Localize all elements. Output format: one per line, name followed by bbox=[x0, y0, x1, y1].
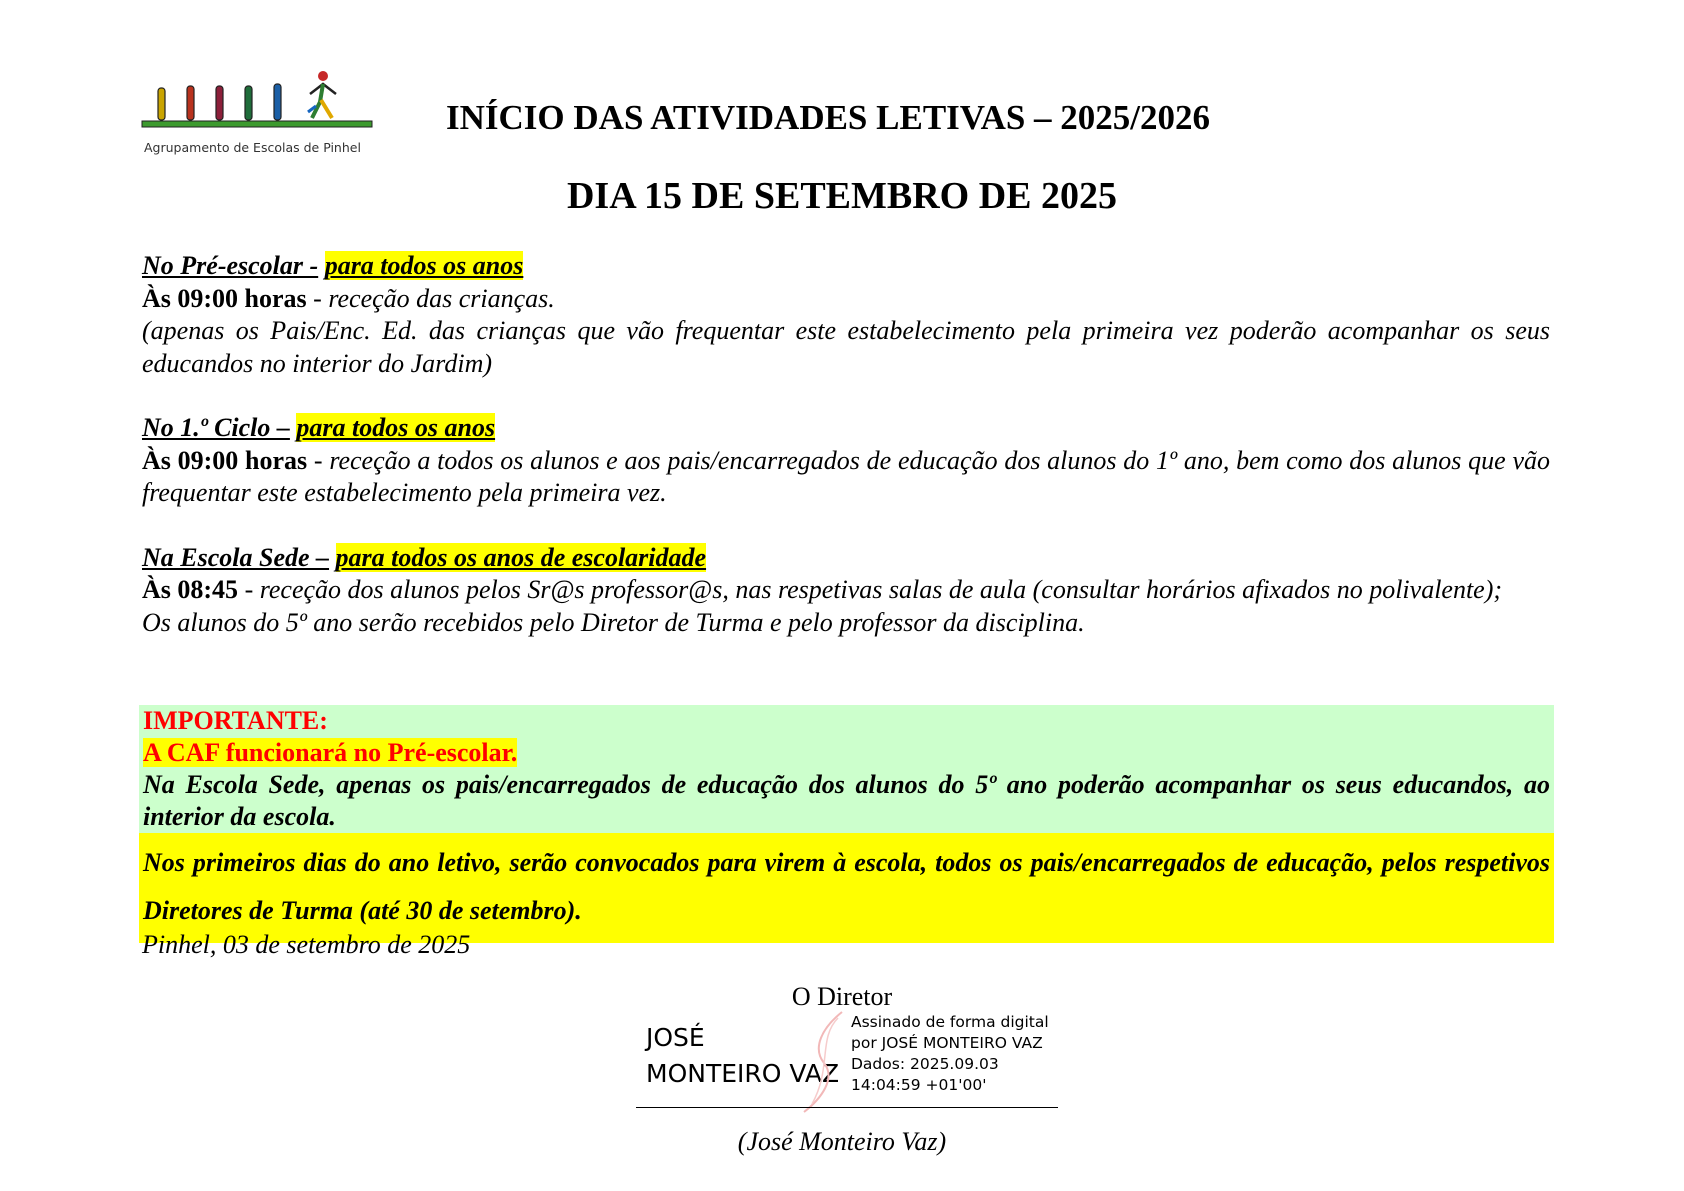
document-date: Pinhel, 03 de setembro de 2025 bbox=[142, 930, 471, 959]
section-paragraph bbox=[142, 283, 1550, 316]
section-time: Às 09:00 horas bbox=[142, 283, 307, 313]
section-heading-text: Na Escola Sede – bbox=[142, 542, 330, 572]
signature-name-line-1: JOSÉ bbox=[646, 1023, 705, 1052]
section-heading bbox=[142, 250, 1550, 283]
school-logo bbox=[140, 66, 390, 166]
section-heading bbox=[142, 542, 1550, 575]
section-time: Às 08:45 bbox=[142, 575, 239, 604]
important-green-block bbox=[139, 705, 1554, 833]
section-heading-text: No 1.º Ciclo – bbox=[142, 413, 290, 442]
digital-signature-line: 14:04:59 +01'00' bbox=[851, 1076, 987, 1094]
printed-name: (José Monteiro Vaz) bbox=[737, 1127, 947, 1156]
section-heading bbox=[142, 412, 1550, 445]
section-heading-highlight: para todos os anos bbox=[296, 413, 496, 442]
digital-signature-line: por JOSÉ MONTEIRO VAZ bbox=[851, 1034, 1043, 1052]
section-escola-sede bbox=[142, 542, 1550, 640]
signature-scribble-icon bbox=[792, 1008, 852, 1118]
section-paragraph bbox=[142, 574, 1550, 607]
section-text: - receção a todos os alunos e aos pais/encarregados de educação dos alunos do 1º ano, bem como dos alunos que vão frequentar este estabelecimento pela primeira vez. bbox=[142, 445, 1550, 507]
sede-notice: Na Escola Sede, apenas os pais/encarregados de educação dos alunos do 5º ano poderão acompanhar os seus educandos, ao interior da escola. bbox=[143, 770, 1550, 831]
section-paragraph bbox=[142, 445, 1550, 510]
signature-name-line-2: MONTEIRO VAZ bbox=[646, 1059, 840, 1088]
digital-signature-info bbox=[851, 1012, 1049, 1096]
logo-caption: Agrupamento de Escolas de Pinhel bbox=[144, 140, 361, 155]
section-text: - receção das crianças. bbox=[306, 283, 555, 313]
caf-line bbox=[143, 737, 1550, 769]
caf-notice: A CAF funcionará no Pré-escolar. bbox=[143, 738, 518, 767]
section-note: (apenas os Pais/Enc. Ed. das crianças que vão frequentar este estabelecimento pela primeira vez poderão acompanhar os seus educandos no interior do Jardim) bbox=[142, 316, 1550, 378]
digital-signature-line: Dados: 2025.09.03 bbox=[851, 1055, 999, 1073]
section-heading-text: No Pré-escolar - bbox=[142, 251, 319, 280]
schedule-content bbox=[142, 250, 1550, 671]
signature-line bbox=[636, 1107, 1058, 1108]
document-title: INÍCIO DAS ATIVIDADES LETIVAS – 2025/2026 bbox=[446, 98, 1211, 137]
section-1-ciclo bbox=[142, 412, 1550, 510]
section-note: Os alunos do 5º ano serão recebidos pelo Diretor de Turma e pelo professor da disciplina. bbox=[142, 607, 1085, 637]
document-subtitle: DIA 15 DE SETEMBRO DE 2025 bbox=[566, 175, 1118, 217]
important-label: IMPORTANTE: bbox=[143, 706, 328, 735]
director-role: O Diretor bbox=[791, 982, 893, 1011]
section-heading-highlight: para todos os anos bbox=[324, 251, 524, 280]
digital-signature-line: Assinado de forma digital bbox=[851, 1013, 1049, 1031]
important-box bbox=[139, 705, 1554, 943]
section-heading-highlight: para todos os anos de escolaridade bbox=[335, 542, 707, 572]
section-time: Às 09:00 horas bbox=[142, 445, 308, 475]
section-pre-escolar bbox=[142, 250, 1550, 380]
school-logo-icon bbox=[140, 66, 390, 141]
section-text: - receção dos alunos pelos Sr@s professor@s, nas respetivas salas de aula (consultar horários afixados no polivalente); bbox=[238, 575, 1503, 604]
convocation-notice: Nos primeiros dias do ano letivo, serão convocados para virem à escola, todos os pais/encarregados de educação, pelos respetivos Diretores de Turma (até 30 de setembro). bbox=[139, 833, 1554, 943]
